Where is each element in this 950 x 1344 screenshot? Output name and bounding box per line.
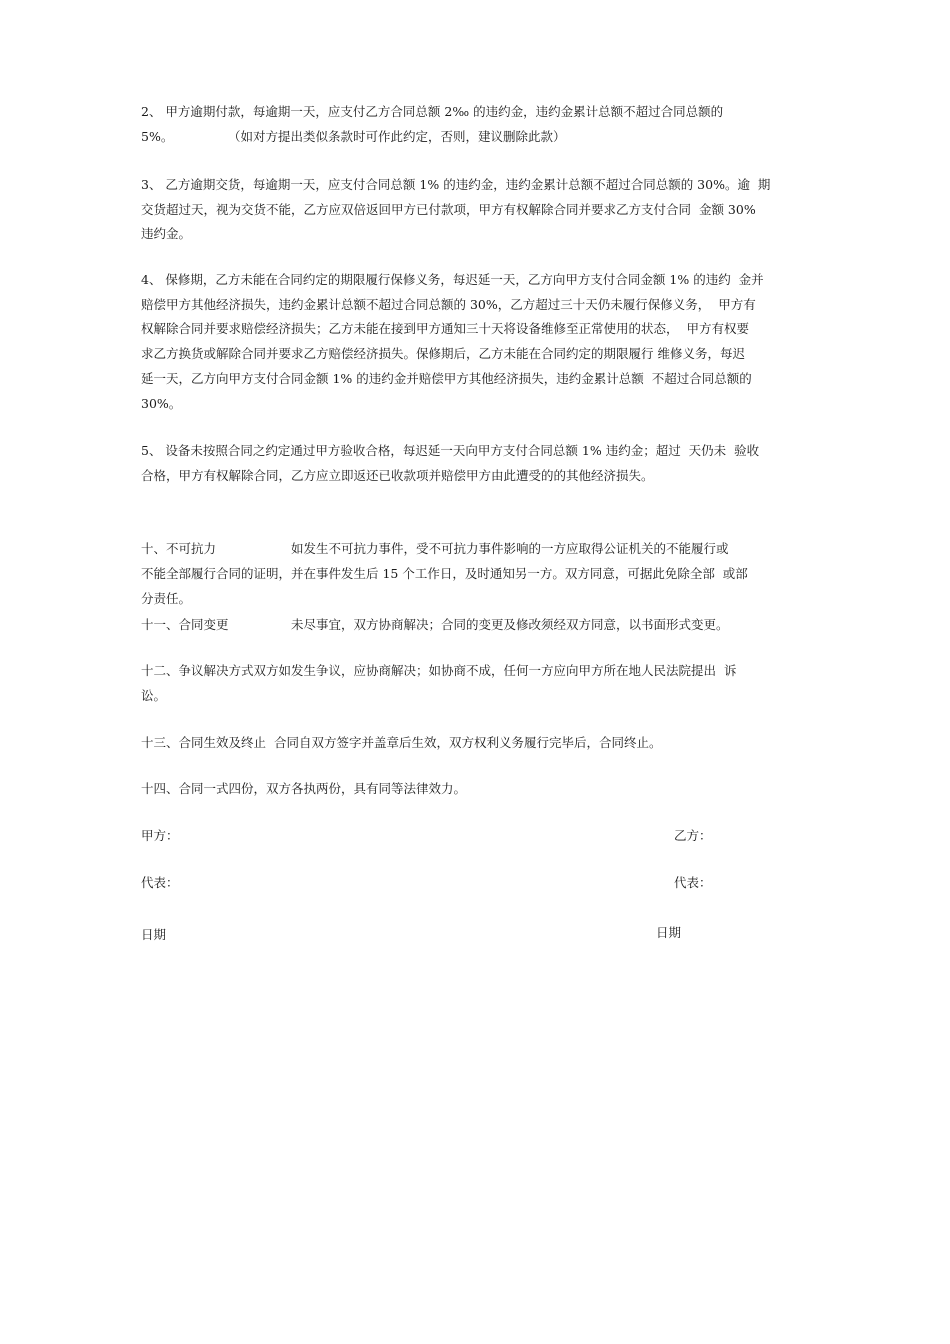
clause-4-line-2: 赔偿甲方其他经济损失，违约金累计总额不超过合同总额的 30%，乙方超过三十天仍未履行保修义务， 甲方有: [141, 297, 756, 312]
clause-2-line-1: 2、 甲方逾期付款，每逾期一天，应支付乙方合同总额 2‰ 的违约金，违约金累计总额不超过合同总额的: [141, 104, 724, 119]
party-b-label: 乙方：: [674, 828, 712, 843]
clause-2-line-2: 5%。: [141, 129, 174, 144]
representative-b-label: 代表：: [674, 875, 712, 890]
representative-a-label: 代表：: [141, 875, 179, 890]
clause-12-line-2: 讼。: [141, 688, 167, 703]
clause-3-line-1: 3、 乙方逾期交货，每逾期一天，应支付合同总额 1% 的违约金，违约金累计总额不超过合同总额的 30%。逾 期: [141, 177, 771, 192]
party-a-label: 甲方：: [141, 828, 179, 843]
clause-10-line-3: 分责任。: [141, 591, 192, 606]
clause-4-line-6: 30%。: [141, 396, 182, 411]
clause-3-line-2: 交货超过天，视为交货不能，乙方应双倍返回甲方已付款项，甲方有权解除合同并要求乙方支付合同 金额 30%: [141, 202, 756, 217]
clause-4-line-1: 4、 保修期，乙方未能在合同约定的期限履行保修义务，每迟延一天，乙方向甲方支付合同金额 1% 的违约 金并: [141, 272, 764, 287]
clause-3-line-3: 违约金。: [141, 226, 192, 241]
clause-13-line-1: 十三、合同生效及终止 合同自双方签字并盖章后生效，双方权利义务履行完毕后，合同终止。: [141, 735, 662, 750]
clause-14-line-1: 十四、合同一式四份，双方各执两份，具有同等法律效力。: [141, 781, 467, 796]
clause-4-line-4: 求乙方换货或解除合同并要求乙方赔偿经济损失。保修期后，乙方未能在合同约定的期限履行 维修义务，每迟: [141, 346, 745, 361]
clause-10-line-2: 不能全部履行合同的证明，并在事件发生后 15 个工作日，及时通知另一方。双方同意，可据此免除全部 或部: [141, 566, 748, 581]
clause-2-note: （如对方提出类似条款时可作此约定，否则，建议删除此款）: [228, 129, 566, 144]
date-b-label: 日期: [656, 925, 682, 940]
clause-10-line-1: 如发生不可抗力事件，受不可抗力事件影响的一方应取得公证机关的不能履行或: [291, 541, 729, 556]
clause-11-line-1: 未尽事宜，双方协商解决；合同的变更及修改须经双方同意，以书面形式变更。: [291, 617, 729, 632]
clause-10-heading: 十、不可抗力: [141, 541, 217, 556]
clause-11-heading: 十一、合同变更: [141, 617, 229, 632]
clause-5-line-2: 合格，甲方有权解除合同，乙方应立即返还已收款项并赔偿甲方由此遭受的的其他经济损失。: [141, 468, 654, 483]
clause-4-line-5: 延一天，乙方向甲方支付合同金额 1% 的违约金并赔偿甲方其他经济损失，违约金累计总额 不超过合同总额的: [141, 371, 752, 386]
clause-12-line-1: 十二、争议解决方式双方如发生争议，应协商解决；如协商不成，任何一方应向甲方所在地人民法院提出 诉: [141, 663, 737, 678]
date-a-label: 日期: [141, 927, 167, 942]
clause-4-line-3: 权解除合同并要求赔偿经济损失；乙方未能在接到甲方通知三十天将设备维修至正常使用的状态， 甲方有权要: [141, 321, 749, 336]
clause-5-line-1: 5、 设备未按照合同之约定通过甲方验收合格，每迟延一天向甲方支付合同总额 1% 违约金；超过 天仍未 验收: [141, 443, 760, 458]
